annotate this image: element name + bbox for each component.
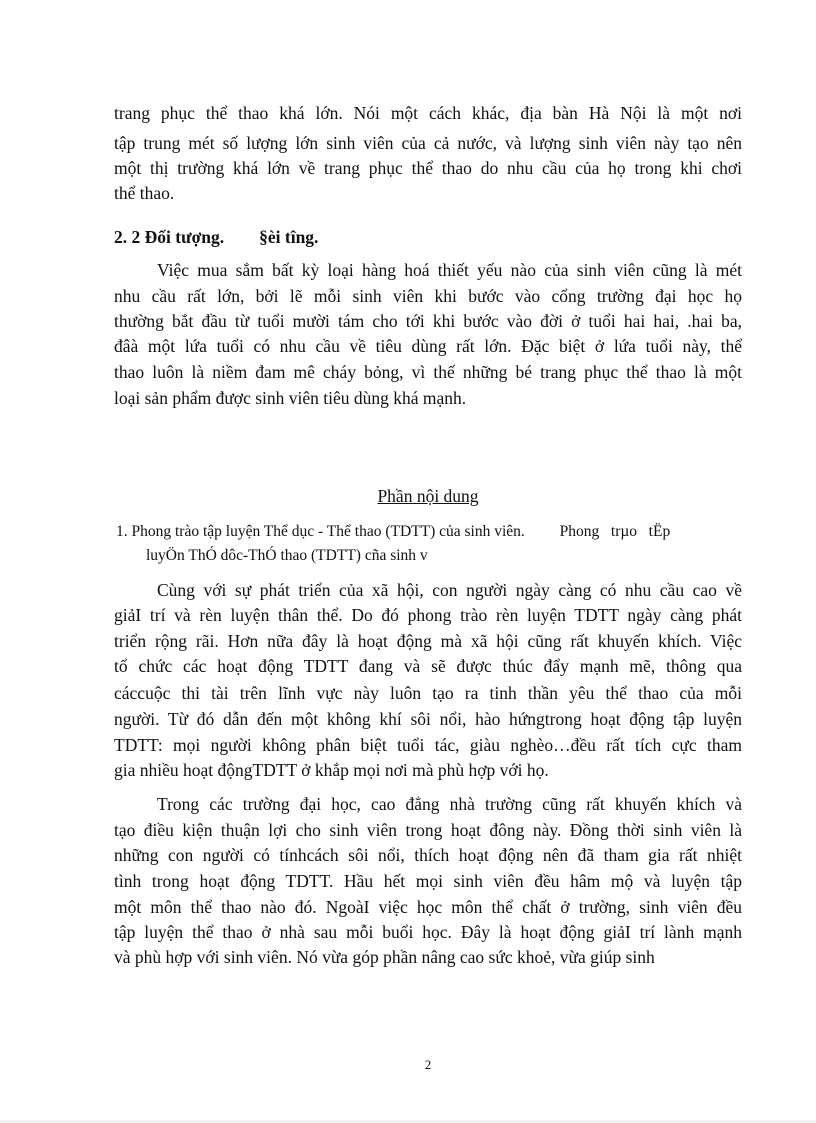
paragraph-4-line-1: Trong các trường đại học, cao đẳng nhà trường cũng rất khuyến khích và: [157, 794, 742, 814]
paragraph-2-line-1: Việc mua sắm bất kỳ loại hàng hoá thiết yếu nào của sinh viên cũng là mét: [157, 260, 742, 280]
paragraph-1-line-4: thể thao.: [114, 183, 175, 203]
paragraph-4-line-6: tập luyện thể thao ở nhà sau mỗi buổi học. Đây là hoạt động giảI trí lành mạnh: [114, 922, 742, 942]
paragraph-4-line-2: tạo điều kiện thuận lợi cho sinh viên trong hoạt đông này. Đồng thời sinh viên là: [114, 820, 742, 840]
content-heading: Phần nội dung: [377, 486, 479, 506]
paragraph-3-line-7: TDTT: mọi người không phân biệt tuổi tác, giàu nghèo…đều rất tích cực tham: [114, 735, 742, 755]
paragraph-4-line-4: tình trong hoạt động TDTT. Hầu hết mọi sinh viên đều hâm mộ và luyện tập: [114, 871, 742, 891]
paragraph-2-line-2: nhu cầu rất lớn, bởi lẽ mỗi sinh viên khi bước vào cổng trường đại học họ: [114, 286, 742, 306]
paragraph-3-line-4: tổ chức các hoạt động TDTT đang và sẽ được thúc đẩy mạnh mẽ, thông qua: [114, 656, 742, 676]
paragraph-2-line-6: loại sản phẩm được sinh viên tiêu dùng khá mạnh.: [114, 388, 467, 408]
paragraph-1-line-2: tập trung mét số lượng lớn sinh viên của cả nước, và lượng sinh viên này tạo nên: [114, 133, 742, 153]
page-number: 2: [424, 1057, 432, 1072]
list-item-1-line-2: luyÖn ThÓ dôc-ThÓ thao (TDTT) cña sinh v: [146, 547, 428, 564]
paragraph-2-line-3: thường bắt đầu từ tuổi mười tám cho tới khi bước vào đời ở tuổi hai hai, .hai ba,: [114, 311, 742, 331]
paragraph-4-line-5: một môn thể thao nào đó. NgoàI việc học môn thể chất ở trường, sinh viên đều: [114, 897, 742, 917]
paragraph-1-line-3: một thị trường khá lớn về trang phục thể thao do nhu cầu của họ trong khi chơi: [114, 158, 742, 178]
paragraph-4-line-3: những con người có tínhcách sôi nổi, thích hoạt động nên đã tham gia rất nhiệt: [114, 845, 742, 865]
list-item-1-line-1: 1. Phong trào tập luyện Thể dục - Thể thao (TDTT) của sinh viên. Phong trµo tËp: [116, 523, 671, 540]
paragraph-4-line-7: và phù hợp với sinh viên. Nó vừa góp phần nâng cao sức khoẻ, vừa giúp sinh: [114, 947, 655, 967]
paragraph-3-line-5: cáccuộc thi tài trên lĩnh vực này luôn tạo ra tinh thần yêu thể thao của mỗi: [114, 683, 742, 703]
paragraph-3-line-8: gia nhiều hoạt độngTDTT ở khắp mọi nơi mà phù hợp với họ.: [114, 760, 549, 780]
paragraph-3-line-2: giảI trí và rèn luyện thân thể. Do đó phong trào rèn luyện TDTT ngày càng phát: [114, 605, 742, 625]
paragraph-1-line-1: trang phục thể thao khá lớn. Nói một cách khác, địa bàn Hà Nội là một nơi: [114, 103, 742, 123]
paragraph-3-line-6: người. Từ đó dẫn đến một không khí sôi nổi, hào hứngtrong hoạt động tập luyện: [114, 709, 742, 729]
paragraph-3-line-3: triển rộng rãi. Hơn nữa đây là hoạt động mà xã hội cũng rất khuyến khích. Việc: [114, 631, 742, 651]
paragraph-2-line-5: thao luôn là niềm đam mê cháy bỏng, vì thế những bé trang phục thể thao là một: [114, 362, 742, 382]
section-heading-2-2: 2. 2 Đối tượng. §èi tîng.: [114, 227, 319, 247]
paragraph-2-line-4: đâà một lứa tuổi có nhu cầu về tiêu dùng rất lớn. Đặc biệt ở lứa tuổi này, thể: [114, 336, 742, 356]
paragraph-3-line-1: Cùng với sự phát triển của xã hội, con người ngày càng có nhu cầu cao về: [157, 580, 742, 600]
